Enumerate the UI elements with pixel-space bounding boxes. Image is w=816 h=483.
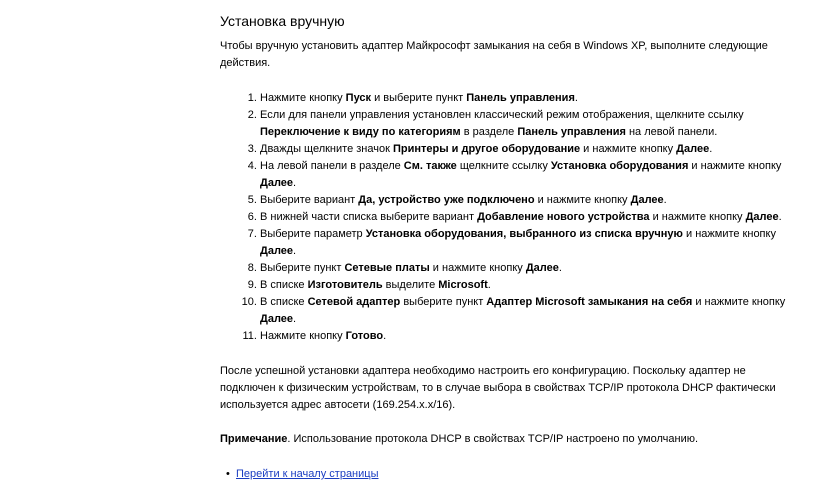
step-text: и нажмите кнопку	[534, 194, 631, 206]
step-item	[260, 158, 800, 192]
step-text: и нажмите кнопку	[580, 143, 677, 155]
step-bold-text: Готово	[345, 330, 384, 342]
step-text: .	[293, 245, 297, 257]
step-bold-text: Далее	[260, 177, 294, 189]
step-text: и нажмите кнопку	[429, 262, 526, 274]
after-install-paragraph: После успешной установки адаптера необходимо настроить его конфигурацию. Поскольку адаптер не подключен к физическим устройствам, то в случае выбора в свойствах TCP/IP протокола DHCP фактически используется адрес автосети (169.254.x.x/16).	[220, 365, 776, 411]
step-bold-text: Далее	[745, 211, 779, 223]
step-item	[260, 107, 800, 141]
step-bold-text: Microsoft	[438, 279, 488, 291]
back-to-top	[226, 466, 378, 483]
step-text: щелкните ссылку	[456, 160, 551, 172]
intro-paragraph: Чтобы вручную установить адаптер Майкрософт замыкания на себя в Windows XP, выполните следующие действия.	[220, 40, 768, 69]
step-text: Нажмите кнопку	[260, 92, 346, 104]
step-bold-text: Установка оборудования	[550, 160, 689, 172]
step-text: .	[558, 262, 562, 274]
step-item	[260, 226, 800, 260]
step-text: Выберите параметр	[260, 228, 366, 240]
step-bold-text: Да, устройство уже подключено	[358, 194, 535, 206]
step-item	[260, 192, 800, 209]
step-text: Нажмите кнопку	[260, 330, 346, 342]
step-bold-text: Далее	[260, 313, 294, 325]
step-text: и нажмите кнопку	[692, 296, 786, 308]
step-item	[260, 209, 800, 226]
step-bold-text: Пуск	[345, 92, 372, 104]
step-text: Если для панели управления установлен классический режим отображения, щелкните ссылку	[260, 109, 744, 121]
step-text: В списке	[260, 279, 308, 291]
section-heading: Установка вручную	[220, 13, 345, 29]
back-to-top-link[interactable]: Перейти к началу страницы	[236, 468, 379, 480]
step-text: В нижней части списка выберите вариант	[260, 211, 478, 223]
step-text: выделите	[382, 279, 439, 291]
step-item	[260, 328, 800, 345]
step-text: .	[663, 194, 667, 206]
step-bold-text: Изготовитель	[307, 279, 383, 291]
step-text: и выберите пункт	[371, 92, 467, 104]
step-text: и нажмите кнопку	[649, 211, 746, 223]
step-bold-text: Добавление нового устройства	[477, 211, 650, 223]
bullet-icon: •	[226, 468, 230, 480]
step-bold-text: Переключение к виду по категориям	[260, 126, 461, 138]
step-item	[260, 294, 800, 328]
step-bold-text: Адаптер Microsoft замыкания на себя	[486, 296, 693, 308]
step-text: .	[487, 279, 491, 291]
step-text: Выберите пункт	[260, 262, 345, 274]
note-label: Примечание	[220, 433, 288, 445]
step-text: На левой панели в разделе	[260, 160, 404, 172]
step-text: Выберите вариант	[260, 194, 359, 206]
step-bold-text: Установка оборудования, выбранного из списка вручную	[365, 228, 683, 240]
step-text: .	[293, 177, 297, 189]
article-content	[220, 0, 800, 448]
step-bold-text: Принтеры и другое оборудование	[392, 143, 581, 155]
step-text: .	[709, 143, 713, 155]
step-bold-text: Далее	[676, 143, 710, 155]
step-text: и нажмите кнопку	[682, 228, 776, 240]
step-item	[260, 277, 800, 294]
step-text: .	[574, 92, 578, 104]
step-item	[260, 90, 800, 107]
step-item	[260, 260, 800, 277]
step-item	[260, 141, 800, 158]
step-bold-text: Сетевые платы	[344, 262, 430, 274]
note-text: . Использование протокола DHCP в свойствах TCP/IP настроено по умолчанию.	[287, 433, 699, 445]
step-bold-text: См. также	[403, 160, 457, 172]
step-text: на левой панели.	[625, 126, 718, 138]
step-text: .	[293, 313, 297, 325]
step-text: и нажмите кнопку	[688, 160, 782, 172]
step-bold-text: Далее	[260, 245, 294, 257]
step-bold-text: Панель управления	[517, 126, 626, 138]
step-text: в разделе	[460, 126, 518, 138]
step-text: выберите пункт	[400, 296, 487, 308]
step-bold-text: Сетевой адаптер	[307, 296, 401, 308]
step-text: Дважды щелкните значок	[260, 143, 393, 155]
step-bold-text: Далее	[630, 194, 664, 206]
steps-list	[220, 90, 800, 345]
step-text: .	[383, 330, 387, 342]
note-paragraph	[220, 431, 800, 448]
step-text: .	[778, 211, 782, 223]
step-bold-text: Панель управления	[466, 92, 575, 104]
step-bold-text: Далее	[525, 262, 559, 274]
step-text: В списке	[260, 296, 308, 308]
